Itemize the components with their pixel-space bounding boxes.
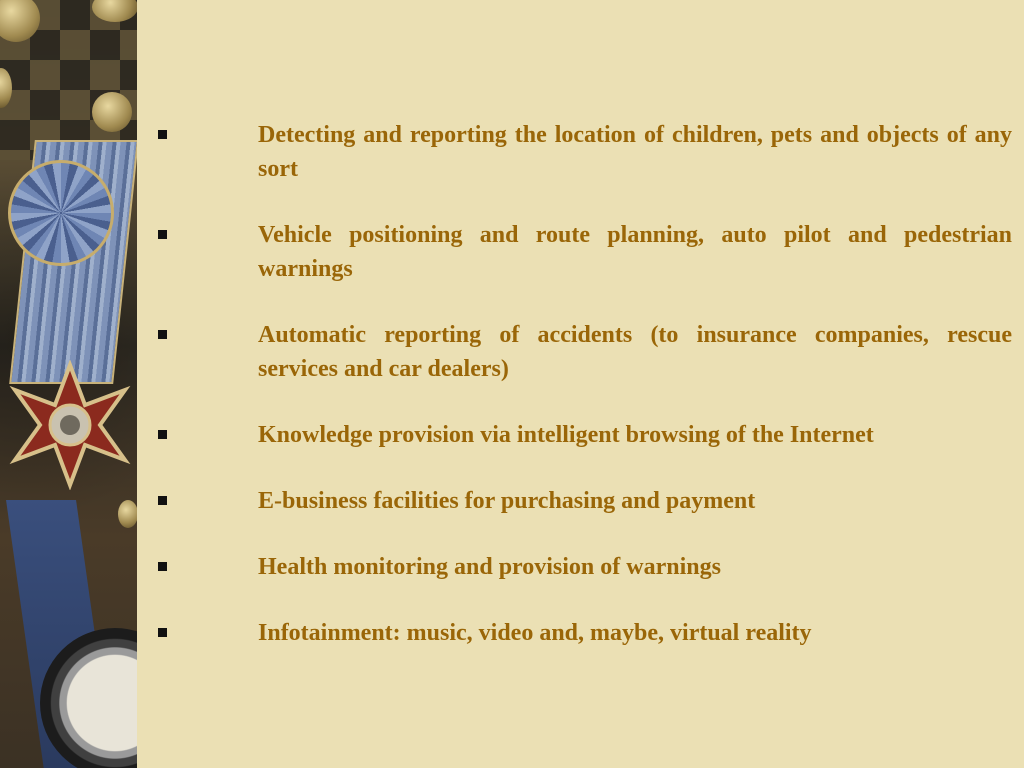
list-item-text: E-business facilities for purchasing and payment (258, 488, 756, 514)
list-item (150, 218, 1012, 286)
cross-medal-icon (5, 360, 135, 490)
list-item-text: Detecting and reporting the location of children, pets and objects of any sort (258, 122, 1012, 182)
bullet-list (150, 118, 1012, 682)
brass-button-icon (118, 500, 137, 528)
list-item-text: Automatic reporting of accidents (to insurance companies, rescue services and car dealers) (258, 322, 1012, 382)
square-bullet-icon (150, 616, 258, 650)
list-item (150, 550, 1012, 584)
list-item-text: Vehicle positioning and route planning, auto pilot and pedestrian warnings (258, 222, 1012, 282)
square-bullet-icon (150, 218, 258, 252)
square-bullet-icon (150, 118, 258, 152)
list-item (150, 118, 1012, 186)
ribbon-rosette-icon (8, 160, 114, 266)
decorative-side-image (0, 0, 137, 768)
brass-button-icon (92, 92, 132, 132)
square-bullet-icon (150, 418, 258, 452)
list-item-text: Health monitoring and provision of warnings (258, 554, 721, 580)
square-bullet-icon (150, 550, 258, 584)
list-item (150, 418, 1012, 452)
list-item-text: Knowledge provision via intelligent browsing of the Internet (258, 422, 874, 448)
list-item-text: Infotainment: music, video and, maybe, virtual reality (258, 620, 812, 646)
list-item (150, 616, 1012, 650)
square-bullet-icon (150, 318, 258, 352)
list-item (150, 484, 1012, 518)
square-bullet-icon (150, 484, 258, 518)
list-item (150, 318, 1012, 386)
